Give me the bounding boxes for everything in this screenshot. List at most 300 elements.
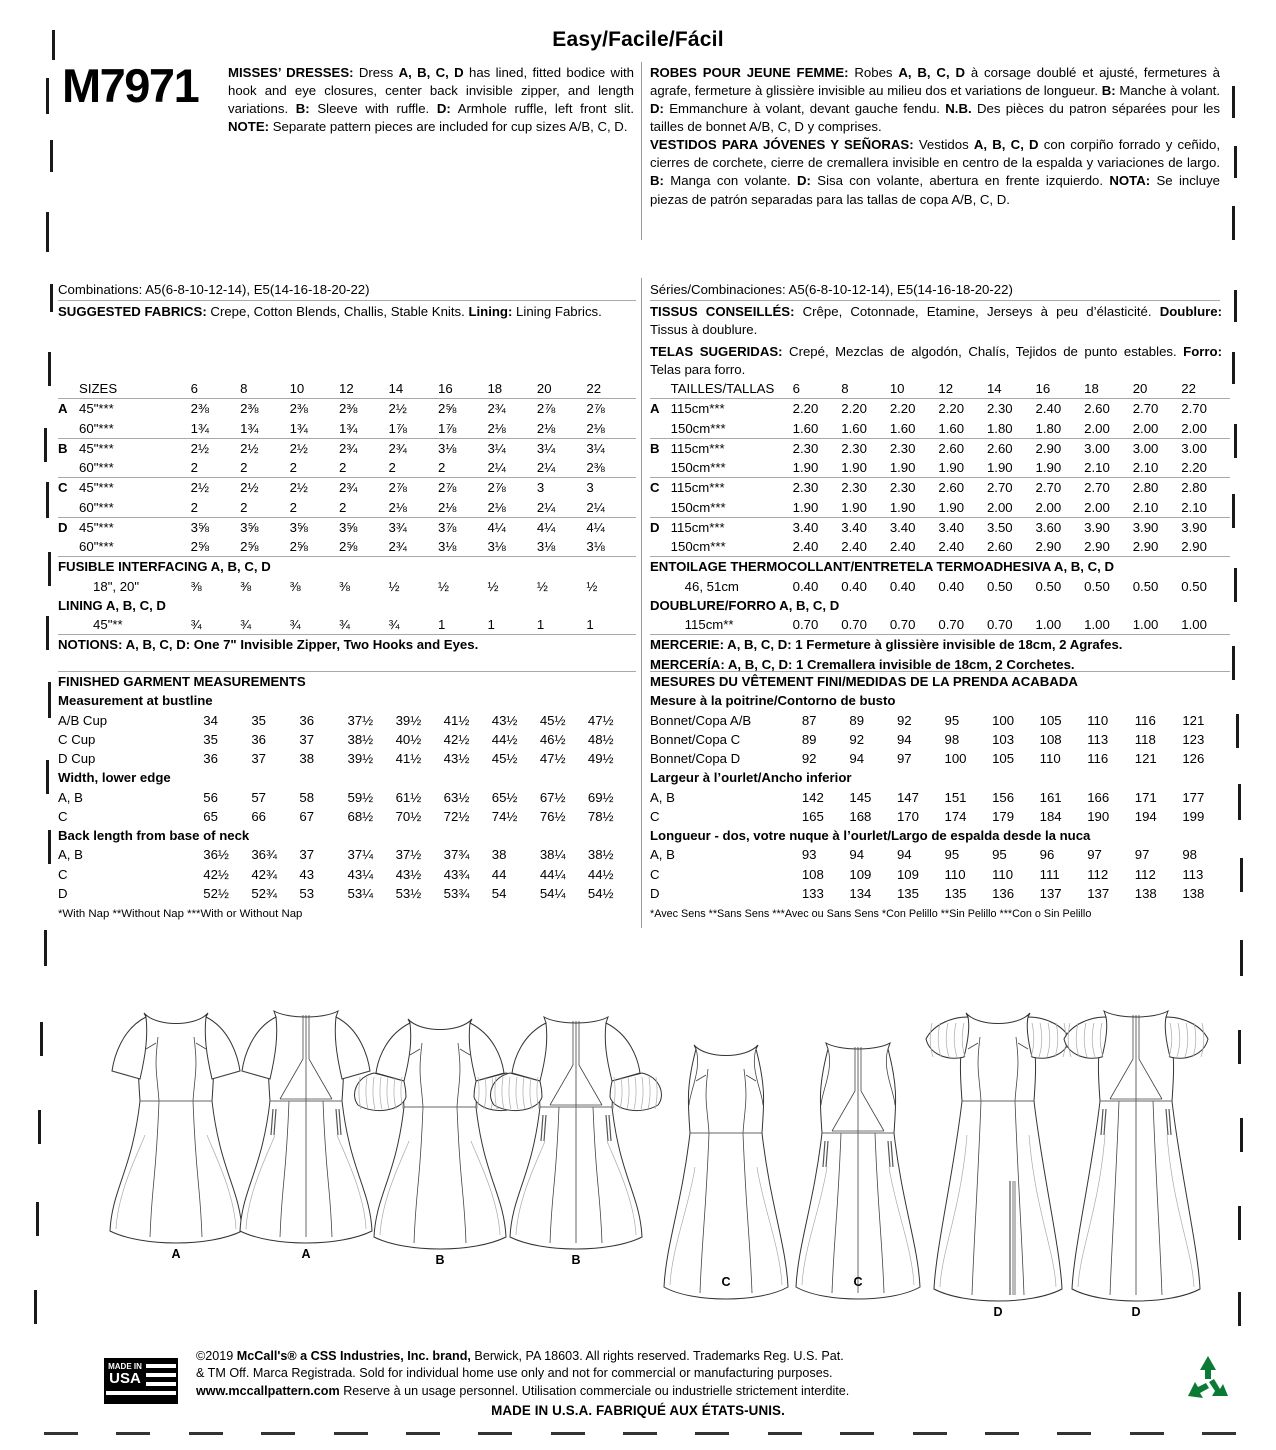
finished-cell: 39½ [347,751,374,767]
finished-cell: 97 [1134,847,1150,863]
finished-cell: 126 [1182,751,1205,767]
dash-segment [261,1432,295,1435]
yardage-cell: 2⅜ [586,460,605,476]
interfacing-cell: 0.40 [938,578,965,594]
view-cell: A [58,399,79,419]
dress-figure-d-back [1036,983,1236,1328]
yardage-cell: 2⅛ [487,499,506,515]
yardage-cell: 2⅜ [240,399,289,419]
interfacing-cell: 0.50 [1181,578,1207,594]
finished-row [650,730,1230,749]
lining-title-row [650,596,1230,615]
finished-cell: 46½ [539,731,566,747]
finished-cell: 145 [849,789,872,805]
copyright-rest: Berwick, PA 18603. All rights reserved. Trademarks Reg. U.S. Pat. [470,1349,844,1363]
yardage-cell: 2½ [191,478,240,498]
finished-cell: 34 [203,712,218,728]
margin-tick [46,482,49,518]
lining-cell: 0.70 [938,617,965,633]
size-header: 16 [1035,381,1051,396]
finished-cell: 42½ [203,866,229,882]
finished-title: MESURES DU VÊTEMENT FINI/MEDIDAS DE LA PRENDA ACABADA [650,672,1230,692]
finished-cell: 53¼ [347,885,374,901]
website-link[interactable]: www.mccallpattern.com [196,1383,340,1398]
finished-cell: 147 [896,789,919,805]
finished-cell: 53¾ [443,885,470,901]
lining-width: 115cm** [684,617,734,633]
yardage-cell: 2.00 [986,499,1013,515]
yardage-cell: 3⅛ [437,539,457,555]
margin-tick [48,552,51,586]
interfacing-cell: 0.50 [1035,578,1062,594]
yardage-cell: 1.90 [938,499,965,515]
yardage-cell: 2⅝ [190,539,209,555]
margin-tick [1232,206,1235,240]
copyright-line-1 [196,1348,1216,1365]
size-header: 6 [190,381,198,396]
yardage-cell: 2 [289,460,297,476]
finished-cell: 36 [251,731,267,747]
yardage-cell: 3.60 [1036,517,1085,537]
yardage-cell: 3¾ [389,517,438,537]
margin-tick [1236,714,1239,748]
divider-rule [650,300,1220,301]
finished-cell: 109 [896,866,919,882]
finished-cell: 44 [491,866,507,882]
fabric-width-cell: 60"*** [79,460,114,476]
finished-row [58,865,636,884]
lining-cell: 1.00 [1084,617,1110,633]
yardage-cell: 1.90 [792,460,819,476]
finished-cell: 170 [896,808,919,824]
finished-label: C [58,866,68,882]
lining-label-es: Forro: [1183,344,1222,359]
yardage-cell: 2¾ [389,438,438,458]
finished-cell: 151 [944,789,967,805]
fabric-width-cell: 45"*** [79,399,191,419]
table-row [650,517,1230,537]
dash-segment [623,1432,657,1435]
yardage-cell: 2.30 [890,478,939,498]
finished-row [650,788,1230,807]
yardage-cell: 2⅜ [339,399,388,419]
yardage-cell: 2.90 [1181,539,1207,555]
interfacing-row [650,577,1230,596]
finished-cell: 38½ [587,847,614,863]
finished-cell: 72½ [443,808,470,824]
yardage-cell: 2.30 [841,478,890,498]
finished-row [650,845,1230,864]
figure-label: C [853,1275,863,1289]
finished-cell: 37½ [395,847,422,863]
yardage-cell: 1.80 [1035,420,1062,436]
interfacing-row [58,577,636,596]
size-header: 18 [487,381,503,396]
table-row [650,419,1230,439]
svg-text:MADE IN: MADE IN [108,1362,142,1371]
yardage-cell: 3⅝ [240,517,289,537]
yardage-cell: 2¾ [388,539,407,555]
finished-cell: 110 [1087,712,1109,728]
finished-subtitle: Measurement at bustline [58,693,213,709]
margin-tick [34,1290,37,1324]
figure-label: C [721,1275,731,1289]
yardage-cell: 1⅞ [437,420,457,436]
finished-cell: 56 [203,789,218,805]
yardage-cell: 2.30 [793,438,842,458]
yardage-cell: 2⅝ [438,399,487,419]
finished-cell: 138 [1134,885,1157,901]
dash-segment [1130,1432,1164,1435]
finished-cell: 89 [801,731,817,747]
yardage-cell: 3¼ [537,438,586,458]
yardage-cell: 2.00 [1132,420,1159,436]
fabric-width-cell: 45"*** [79,478,191,498]
finished-cell: 113 [1182,866,1204,882]
figure-label: A [301,1247,311,1261]
yardage-cell: 3⅝ [290,517,339,537]
margin-tick [46,78,49,114]
size-header: 20 [1132,381,1148,396]
finished-cell: 161 [1039,789,1062,805]
yardage-cell: 1.60 [792,420,819,436]
lining-text-fr: Tissus à doublure. [650,321,758,337]
fabric-width-cell: 45"*** [79,438,191,458]
finished-cell: 92 [896,712,912,728]
finished-cell: 112 [1087,866,1109,882]
finished-cell: 36 [203,751,218,767]
lining-cell: 1 [586,617,594,633]
yardage-cell: 2.70 [1084,478,1133,498]
finished-cell: 38 [491,847,507,863]
yardage-cell: 3.00 [1181,438,1230,458]
dash-segment [768,1432,802,1435]
finished-cell: 96 [1039,847,1055,863]
yardage-cell: 2.30 [793,478,842,498]
finished-cell: 135 [896,885,919,901]
finished-row [58,788,636,807]
margin-tick [1234,146,1237,178]
view-cell: C [650,478,671,498]
lining-cell: ¾ [240,617,252,633]
lining-cell: 0.70 [986,617,1013,633]
lining-cell: 1 [487,617,495,633]
yardage-cell: 2⅞ [586,399,636,419]
yardage-cell: 3¼ [487,438,536,458]
yardage-cell: 2.60 [938,438,987,458]
brand-name: McCall's® a CSS Industries, Inc. brand, [236,1349,471,1363]
yardage-cell: 2⅞ [389,478,438,498]
finished-cell: 137 [1087,885,1110,901]
yardage-cell: 2 [339,499,347,515]
nap-footnote-imperial: *With Nap **Without Nap ***With or Without Nap [58,908,303,920]
yardage-cell: 2.20 [841,399,890,419]
yardage-cell: 3⅛ [586,539,605,555]
finished-cell: 87 [801,712,817,728]
margin-tick [40,1022,43,1056]
yardage-cell: 2¾ [487,399,536,419]
lining-cell: ¾ [388,617,400,633]
finished-cell: 36¾ [251,847,278,863]
finished-subtitle-row [58,691,636,710]
yardage-cell: 3⅛ [487,539,506,555]
sizes-label: TAILLES/TALLAS [670,381,775,396]
finished-cell: 94 [896,847,912,863]
lining-title: DOUBLURE/FORRO A, B, C, D [650,597,840,613]
copyright-block [196,1348,1216,1400]
fabrics-text-es: Crepé, Mezclas de algodón, Chalís, Tejidos de punto estables. [782,344,1184,359]
size-header: 6 [792,381,800,396]
interfacing-cell: 0.50 [986,578,1013,594]
finished-cell: 48½ [587,731,614,747]
interfacing-title-row [650,557,1230,577]
fabric-width-cell: 60"*** [79,539,114,555]
figure-label: B [571,1253,581,1267]
yardage-cell: 2.40 [792,539,819,555]
yardage-cell: 2.10 [1084,460,1110,476]
finished-label: C [650,808,660,824]
fabric-width-cell: 150cm*** [670,539,726,555]
yardage-cell: 4¼ [586,517,636,537]
finished-label: Bonnet/Copa D [650,751,741,767]
margin-tick [46,616,49,650]
margin-tick [44,428,47,462]
interfacing-cell: 0.40 [841,578,867,594]
finished-cell: 43¼ [347,866,374,882]
figure-label: A [171,1247,181,1261]
yardage-cell: 2 [289,499,297,515]
interfacing-cell: ⅜ [339,578,351,594]
made-in-usa-text: MADE IN U.S.A. FABRIQUÉ AUX ÉTATS-UNIS. [491,1403,785,1418]
finished-cell: 110 [1039,751,1061,767]
table-row [650,498,1230,518]
finished-cell: 37¼ [347,847,374,863]
yardage-cell: 2.90 [1132,539,1159,555]
yardage-cell: 2 [240,460,248,476]
finished-subtitle-row [650,768,1230,787]
finished-cell: 69½ [587,789,614,805]
svg-text:USA: USA [109,1370,141,1387]
interfacing-cell: 0.40 [792,578,819,594]
lining-label-fr: Doublure: [1159,304,1222,319]
finished-subtitle-row [58,768,636,787]
view-cell [58,419,79,439]
table-row [58,517,636,537]
view-cell [650,458,671,478]
yardage-cell: 3 [586,478,636,498]
yardage-cell: 1.90 [889,499,916,515]
yardage-cell: 2.90 [1036,438,1085,458]
finished-cell: 38 [299,751,315,767]
finished-cell: 97 [1087,847,1102,863]
finished-label: C [58,808,68,824]
finished-label: Bonnet/Copa A/B [650,712,752,728]
finished-cell: 194 [1134,808,1157,824]
fabric-width-cell: 60"*** [79,499,114,515]
yardage-cell: 2⅛ [388,499,407,515]
view-cell: B [650,438,671,458]
finished-cell: 49½ [587,751,614,767]
finished-cell: 47½ [539,751,566,767]
size-header: 8 [240,381,248,396]
finished-cell: 136 [992,885,1015,901]
lining-cell: 1.00 [1181,617,1207,633]
yardage-cell: 2.30 [987,399,1036,419]
finished-cell: 59½ [347,789,374,805]
finished-cell: 38¼ [539,847,566,863]
view-cell: A [650,399,671,419]
yardage-cell: 2⅞ [487,478,536,498]
yardage-cell: 2½ [290,478,339,498]
margin-tick [48,352,51,386]
finished-cell: 39½ [395,712,422,728]
finished-row [58,807,636,826]
finished-cell: 67½ [539,789,566,805]
interfacing-cell: 0.40 [889,578,916,594]
finished-cell: 36 [299,712,315,728]
finished-cell: 53½ [395,885,422,901]
yardage-cell: 2.90 [1035,539,1062,555]
fabrics-text-fr: Crêpe, Cotonnade, Etamine, Jerseys à peu d’élasticité. [794,304,1160,319]
finished-label: D [650,885,660,901]
finished-cell: 179 [992,808,1015,824]
nap-footnote-metric: *Avec Sens **Sans Sens ***Avec ou Sans Sens *Con Pelillo **Sin Pelillo ***Con o Sin Pelillo [650,908,1092,920]
yardage-cell: 2¼ [536,499,556,515]
size-header: 16 [437,381,453,396]
dash-segment [406,1432,440,1435]
lining-cell: 1 [536,617,545,633]
figure-label: B [435,1253,445,1267]
finished-cell: 36½ [203,847,229,863]
finished-subtitle-row [58,826,636,845]
yardage-cell: 1.60 [889,420,916,436]
yardage-cell: 2.20 [938,399,987,419]
finished-label: C [650,866,660,882]
finished-cell: 35 [203,731,218,747]
dash-segment [840,1432,874,1435]
finished-cell: 67 [299,808,315,824]
margin-tick [1240,1118,1243,1152]
table-row [58,537,636,557]
table-row [650,399,1230,419]
fabric-width-cell: 115cm*** [671,478,793,498]
description-english: MISSES’ DRESSES: Dress A, B, C, D has lined, fitted bodice with hook and eye closures, center back invisible zipper, and length variations. B: Sleeve with ruffle. D: Armhole ruffle, left front slit. NOTE: Separate pattern pieces are included for cup sizes A/B, C, D. [228,65,635,135]
margin-tick [50,284,53,312]
table-row [58,438,636,458]
interfacing-cell: ⅜ [289,578,301,594]
lining-cell: 0.70 [792,617,819,633]
suggested-fabrics-english [58,303,638,321]
finished-title-row [58,672,636,692]
finished-row [650,807,1230,826]
finished-cell: 105 [1039,712,1062,728]
dash-segment [1202,1432,1236,1435]
size-header: 10 [289,381,305,396]
finished-cell: 37 [299,847,315,863]
finished-cell: 98 [944,731,960,747]
size-header: 22 [586,381,602,396]
notions-row [58,635,636,655]
finished-cell: 111 [1039,866,1060,882]
margin-tick [1232,646,1235,680]
finished-cell: 41½ [395,751,422,767]
margin-tick [1238,1206,1241,1240]
lining-cell: ¾ [339,617,351,633]
view-cell [58,379,79,399]
yardage-cell: 2 [437,460,446,476]
yardage-cell: 2⅛ [487,420,506,436]
yardage-cell: 2 [190,499,198,515]
size-header: 22 [1181,381,1196,396]
fabric-width-cell: 115cm*** [671,517,793,537]
finished-cell: 43½ [443,751,470,767]
margin-tick [1240,858,1243,892]
margin-tick [1234,290,1237,322]
dashed-cut-line [44,1432,1236,1436]
table-row [650,438,1230,458]
yardage-cell: 1.90 [889,460,916,476]
table-row [650,478,1230,498]
finished-cell: 184 [1039,808,1062,824]
finished-cell: 37 [299,731,315,747]
finished-cell: 92 [849,731,865,747]
size-header: 12 [938,381,954,396]
finished-cell: 137 [1039,885,1062,901]
lining-cell: ¾ [190,617,202,633]
view-cell [58,498,79,518]
interfacing-width: 18", 20" [93,578,140,594]
size-header: 12 [339,381,354,396]
view-cell [58,537,79,557]
finished-cell: 118 [1134,731,1156,747]
margin-tick [1232,352,1235,384]
interfacing-cell: ½ [586,578,598,594]
finished-cell: 174 [944,808,967,824]
finished-cell: 95 [992,847,1007,863]
finished-cell: 109 [849,866,872,882]
finished-cell: 53 [299,885,315,901]
finished-cell: 47½ [587,712,614,728]
recycle-icon [1182,1352,1234,1408]
finished-cell: 92 [801,751,817,767]
interfacing-title-row [58,557,636,577]
finished-cell: 199 [1182,808,1205,824]
dash-segment [551,1432,585,1435]
finished-cell: 138 [1182,885,1205,901]
finished-cell: 166 [1087,789,1110,805]
table-row [650,537,1230,557]
yardage-cell: 1¾ [339,420,358,436]
yardage-cell: 2 [190,460,198,476]
lining-row [58,615,636,635]
finished-subtitle: Mesure à la poitrine/Contorno de busto [650,693,896,709]
finished-label: A/B Cup [58,712,108,728]
finished-measurements-metric [650,671,1230,903]
yardage-cell: 2.70 [1181,399,1230,419]
finished-cell: 123 [1182,731,1205,747]
yardage-cell: 2.10 [1132,460,1159,476]
finished-cell: 45½ [491,751,518,767]
yardage-cell: 2½ [240,438,289,458]
finished-label: D [58,885,68,901]
finished-cell: 110 [944,866,966,882]
finished-row [650,884,1230,903]
yardage-cell: 2.30 [890,438,939,458]
copyright-french: Reserve à un usage personnel. Utilisation commerciale ou industrielle strictement interdite. [339,1383,850,1398]
finished-cell: 100 [944,751,967,767]
yardage-cell: 2.90 [1084,539,1110,555]
finished-title: FINISHED GARMENT MEASUREMENTS [58,672,636,692]
